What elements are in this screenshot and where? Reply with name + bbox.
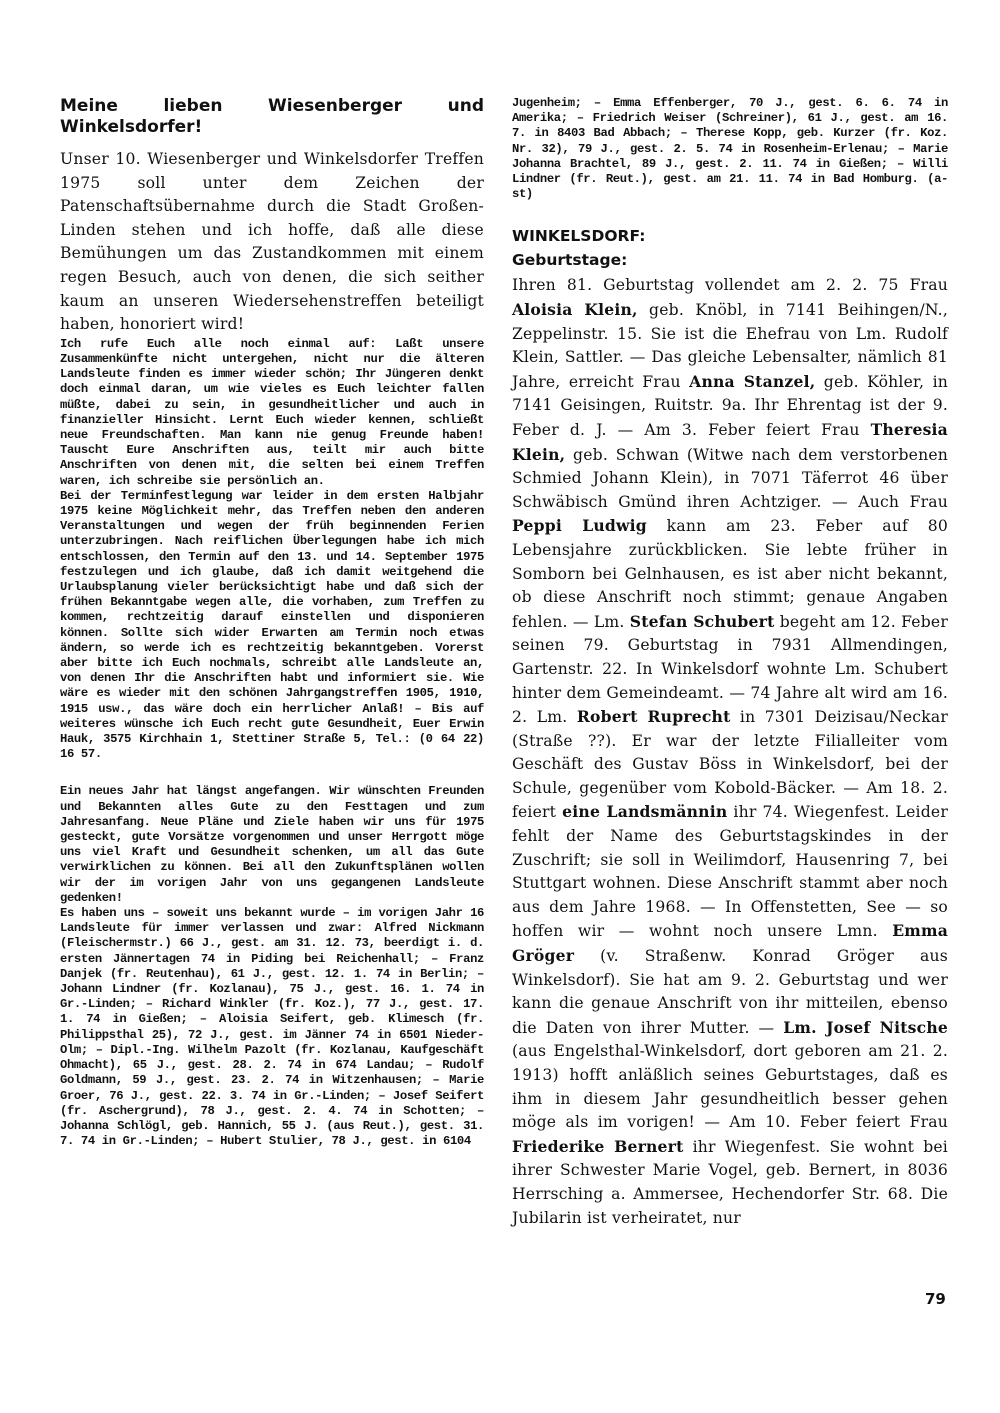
obituary-continuation: Jugenheim; – Emma Effenberger, 70 J., gest. 6. 6. 74 in Amerika; – Friedrich Weiser (Schreiner), 61 J., gest. am 16. 7. in 8403 Bad Abbach; – Therese Kopp, geb. Kurzer (fr. Koz. Nr. 32), 79 J., gest. 2. 5. 74 in Rosenheim-Erlenau; – Marie Johanna Brachtel, 89 J., gest. 2. 11. 74 in Gießen; – Willi Lindner (fr. Reut.), gest. am 21. 11. 74 in Bad Homburg. (a-st) <box>512 96 948 202</box>
author-name: Hauk <box>60 732 88 747</box>
name-peppi-ludwig: Peppi Ludwig <box>512 516 647 536</box>
new-year-lead: Ein neues Jahr <box>60 784 160 799</box>
name-anna-stanzel: Anna Stanzel, <box>689 371 816 391</box>
letter-heading: Meine lieben Wiesenberger und Winkelsdorfer! <box>60 96 484 137</box>
section-heading-winkelsdorf: WINKELSDORF: <box>512 227 646 246</box>
name-theresia-klein: Theresia Klein, <box>512 419 948 464</box>
page-number: 79 <box>925 1290 946 1308</box>
obituary-paragraph: Es haben uns – soweit uns bekannt wurde – im vorigen Jahr 16 Landsleute für immer verlassen und zwar: Alfred Nickmann (Fleischermstr.) 66 J., gest. am 31. 12. 73, beerdigt i. d. ersten Jännertagen 74 in Piding bei Reichenhall; – Franz Danjek (fr. Reutenhau), 61 J., gest. 12. 1. 74 in Berlin; – Johann Lindner (fr. Kozlanau), 75 J., gest. 16. 1. 74 in Gr.-Linden; – Richard Winkler (fr. Koz.), 77 J., gest. 17. 1. 74 in Gießen; – Aloisia Seifert, geb. Klimesch (fr. Philippsthal 25), 72 J., gest. im Jänner 74 in 6501 Nieder-Olm; – Dipl.-Ing. Wilhelm Pazolt (fr. Kozlanau, Kaufgeschäft Ohmacht), 65 J., gest. 28. 2. 74 in 674 Landau; – Rudolf Goldmann, 59 J., gest. 23. 2. 74 in Witzenhausen; – Marie Groer, 76 J., gest. 22. 3. 74 in Gr.-Linden; – Josef Seifert (fr. Aschergrund), 78 J., gest. 2. 4. 74 in Schotten; – Johanna Schlögl, geb. Hannich, 55 J. (aus Reut.), gest. 31. 7. 74 in Gr.-Linden; – Hubert Stulier, 78 J., gest. in 6104 <box>60 906 484 1149</box>
new-year-paragraph: Ein neues Jahr hat längst angefangen. Wir wünschten Freunden und Bekannten alles Gute zu den Festtagen und zum Jahresanfang. Neue Pläne und Ziele haben wir uns für 1975 gesteckt, gute Vorsätze vorgenommen und unser Herrgott möge uns viel Kraft und Gesundheit schenken, um all das Gute verwirklichen zu können. Bei all den Zukunftsplänen wollen wir der im vorigen Jahr von uns gegangenen Landsleute gedenken! <box>60 784 484 905</box>
appeal-paragraph: Ich rufe Euch alle noch einmal auf: Laßt unsere Zusammenkünfte nicht untergehen, nicht nur die älteren Landsleute finden es immer wieder schön; Ihr Jüngeren denkt doch einmal daran, um wie vieles es Euch leichter fallen müßte, dabei zu sein, in gesundheitlicher und auch in finanzieller Hinsicht. Lernt Euch wieder kennen, schließt neue Freundschaften. Man kann nie genug Freunde haben! Tauscht Eure Anschriften aus, teilt mir auch bitte Anschriften von denen mit, die selten bei einem Treffen waren, ich schreibe sie persönlich an. <box>60 336 484 488</box>
right-column <box>512 96 948 1230</box>
name-josef-nitsche: Lm. Josef Nitsche <box>783 1017 948 1037</box>
name-aloisia-klein: Aloisia Klein, <box>512 300 638 320</box>
name-friederike-bernert: Friederike Bernert <box>512 1136 684 1156</box>
birthdays-paragraph: Ihren 81. Geburtstag vollendet am 2. 2. 75 Frau Aloisia Klein, geb. Knöbl, in 7141 Beihingen/N., Zeppelinstr. 15. Sie ist die Ehefrau von Lm. Rudolf Klein, Sattler. — Das gleiche Lebensalter, nämlich 81 Jahre, erreicht Frau Anna Stanzel, geb. Köhler, in 7141 Geisingen, Ruitstr. 9a. Ihr Ehrentag ist der 9. Feber d. J. — Am 3. Feber feiert Frau Theresia Klein, geb. Schwan (Witwe nach dem verstorbenen Schmied Johann Klein), in 7071 Täferrot 46 über Schwäbisch Gmünd ihren Achtziger. — Auch Frau Peppi Ludwig kann am 23. Feber auf 80 Lebensjahre zurückblicken. Sie lebte früher in Somborn bei Gelnhausen, es ist aber nicht bekannt, ob diese Anschrift noch stimmt; genaue Angaben fehlen. — Lm. Stefan Schubert begeht am 12. Feber seinen 79. Geburtstag in 7931 Allmendingen, Gartenstr. 22. In Winkelsdorf wohnte Lm. Schubert hinter dem Gemeindeamt. — 74 Jahre alt wird am 16. 2. Lm. Robert Ruprecht in 7301 Deizisau/Neckar (Straße ??). Er war der letzte Filialleiter vom Geschäft des Gustav Böss in Winkelsdorf, bei der Schule, gegenüber vom Kobold-Bäcker. — Am 18. 2. feiert eine Landsmännin ihr 74. Wiegenfest. Leider fehlt der Name des Geburtstagskindes in der Zuschrift; sie soll in Weilimdorf, Hausenring 7, bei Stuttgart wohnen. Diese Anschrift stammt aber noch aus dem Jahre 1968. — In Offenstetten, See — so hoffen wir — wohnt noch unsere Lmn. Emma Gröger (v. Straßenw. Konrad Gröger aus Winkelsdorf). Sie hat am 9. 2. Geburtstag und wer kann die genaue Anschrift von ihr mitteilen, ebenso die Daten von ihrer Mutter. — Lm. Josef Nitsche (aus Engelsthal-Winkelsdorf, dort geboren am 21. 2. 1913) hofft anläßlich seines Geburtstages, daß es ihm in diesem Jahr gesundheitlich besser gehen möge als im vorigen! — Am 10. Feber feiert Frau Friederike Bernert ihr Wiegenfest. Sie wohnt bei ihrer Schwester Marie Vogel, geb. Bernert, in 8036 Herrsching a. Ammersee, Hechendorfer Str. 68. Die Jubilarin ist verheiratet, nur <box>512 276 949 1227</box>
intro-paragraph: Unser 10. Wiesenberger und Winkelsdorfer Treffen 1975 soll unter dem Zeichen der Patenschaftsübernahme durch die Stadt Großen-Linden stehen und ich hoffe, daß alle diese Bemühungen um das Zustandkommen mit einem regen Besuch, auch von denen, die sich seither kaum an unseren Wiedersehenstreffen beteiligt haben, honoriert wird! <box>60 150 484 334</box>
meeting-date: 13. und 14. September 1975 <box>297 549 484 564</box>
left-column <box>60 96 484 1149</box>
name-stefan-schubert: Stefan Schubert <box>629 611 775 631</box>
meeting-date-paragraph: Bei der Terminfestlegung war leider in dem ersten Halbjahr 1975 keine Möglichkeit mehr, das Treffen neben den anderen Veranstaltungen und wegen der früh beginnenden Ferien unterzubringen. Nach reiflichen Überlegungen habe ich mich entschlossen, den Termin auf den 13. und 14. September 1975 festzulegen und ich glaube, daß ich damit weitgehend die Urlaubsplanung vieler berücksichtigt habe und daß sich der frühen Bekanntgabe wegen alle, die vorhaben, zum Treffen zu kommen, rechtzeitig darauf einstellen und disponieren können. Sollte sich wider Erwarten am Termin noch etwas ändern, so werde ich es rechtzeitig bekanntgeben. Vorerst aber bitte ich Euch nochmals, schreibt alle Landsleute an, von denen Ihr die Anschriften habt und informiert sie. Wie wäre es wieder mit den schönen Jahrgangstreffen 1905, 1910, 1915 usw., das wäre doch ein herrlicher Anlaß! – Bis auf weiteres wünsche ich Euch recht gute Gesundheit, Euer Erwin Hauk, 3575 Kirchhain 1, Stettiner Straße 5, Tel.: (0 64 22) 16 57. <box>60 488 484 762</box>
name-landsmaennin: eine Landsmännin <box>562 802 728 822</box>
subsection-heading-birthdays: Geburtstage: <box>512 251 628 270</box>
name-robert-ruprecht: Robert Ruprecht <box>576 707 731 727</box>
name-emma-groeger: Emma Gröger <box>512 921 948 966</box>
